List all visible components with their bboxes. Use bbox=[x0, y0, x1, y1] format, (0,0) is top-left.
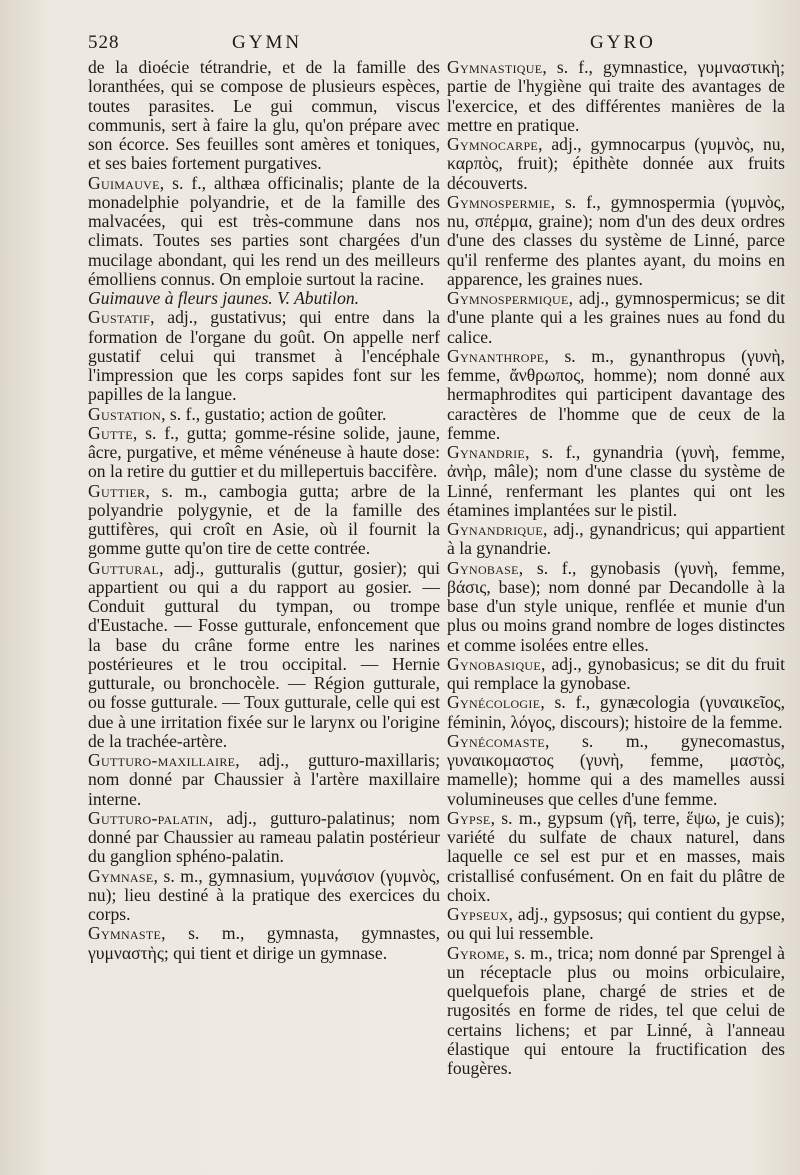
entry-headword: Guttural bbox=[88, 557, 160, 578]
entry-headword: Gynécomaste bbox=[447, 730, 546, 751]
dictionary-entry bbox=[447, 944, 785, 1079]
dictionary-entry bbox=[447, 347, 785, 443]
dictionary-entry bbox=[88, 482, 440, 559]
entry-text: , s. f., gynandria (γυνὴ, femme, ἀνὴρ, mâle); nom d'une classe du système de Linné, renfermant les plantes qui ont les étamines implantées sur le pistil. bbox=[447, 442, 785, 520]
entry-headword: Gymnospermie bbox=[447, 191, 551, 212]
dictionary-entry bbox=[447, 905, 785, 944]
running-header bbox=[0, 32, 800, 58]
entry-headword: Gymnase bbox=[88, 865, 154, 886]
entry-headword: Gymnospermique bbox=[447, 288, 569, 308]
entry-headword: Gynandrique bbox=[447, 519, 543, 539]
dictionary-entry bbox=[447, 732, 785, 809]
dictionary-entry bbox=[88, 174, 440, 290]
dictionary-entry bbox=[88, 308, 440, 404]
entry-headword: Gynandrie bbox=[447, 442, 526, 462]
entry-text: , s. m., gymnasta, gymnastes, γυμναστὴς; qui tient et dirige un gymnase. bbox=[88, 923, 440, 963]
entry-text: , adj., gutturo-maxillaris; nom donné par Chaussier à l'artère maxillaire interne. bbox=[88, 750, 440, 809]
dictionary-entry bbox=[447, 289, 785, 347]
dictionary-entry bbox=[447, 58, 785, 135]
dictionary-entry bbox=[447, 193, 785, 289]
entry-text: , s. f., gutta; gomme-résine solide, jaune, âcre, purgative, et même vénéneuse à haute dose: on la retire du guttier et du millepertuis baccifère. bbox=[88, 422, 440, 482]
entry-headword: Gymnaste bbox=[88, 923, 162, 944]
entry-text: , adj., gymnocarpus (γυμνὸς, nu, καρπὸς, fruit); épithète donnée aux fruits découverts. bbox=[447, 134, 785, 193]
entry-headword: Gutturo-palatin bbox=[88, 807, 209, 828]
dictionary-entry bbox=[447, 135, 785, 193]
entry-text: , adj., gutturalis (guttur, gosier); qui appartient ou qui a du rapport au gosier. — Conduit guttural du tympan, ou trompe d'Eustache. — Fosse gutturale, enfoncement que la base du crâne forme entre les narines postérieures et le trou occipital. — Hernie gutturale, ou bronchocèle. — Région gutturale, ou fosse gutturale. — Toux gutturale, celle qui est due à une irritation fixée sur le larynx ou l'origine de la trachée-artère. bbox=[88, 557, 440, 751]
entry-headword: Gustatif bbox=[88, 307, 151, 328]
entry-text: Guimauve à fleurs jaunes. V. Abutilon. bbox=[88, 288, 360, 308]
right-column bbox=[447, 58, 785, 1078]
dictionary-entry bbox=[447, 443, 785, 520]
entry-headword: Gypseux bbox=[447, 904, 509, 924]
entry-text: , s. f., gynæcologia (γυναικεῖος, féminin, λόγος, discours); histoire de la femme. bbox=[447, 692, 785, 732]
entry-headword: Gynobasique bbox=[447, 653, 542, 674]
entry-text: , s. m., gypsum (γῆ, terre, ἕψω, je cuis); variété du sulfate de chaux naturel, dans laquelle ce sel est pur et en masses, mais cristallisé confusément. On en fait du plâtre de choix. bbox=[447, 807, 785, 905]
entry-text: , adj., gynandricus; qui appartient à la gynandrie. bbox=[447, 519, 785, 559]
entry-headword: Gynécologie bbox=[447, 692, 541, 713]
entry-text: , s. m., gynanthropus (γυνὴ, femme, ἄνθρωπος, homme); nom donné aux hermaphrodites qui participent davantage des caractères de l'homme que de ceux de la femme. bbox=[447, 345, 785, 443]
entry-text: , adj., gynobasicus; se dit du fruit qui remplace la gynobase. bbox=[447, 653, 785, 693]
entry-headword: Guttier bbox=[88, 480, 146, 501]
dictionary-entry bbox=[447, 520, 785, 559]
left-running-head: GYMN bbox=[232, 32, 303, 53]
dictionary-entry bbox=[88, 424, 440, 482]
entry-text: , s. m., gynecomastus, γυναικομαστος (γυνὴ, femme, μαστὸς, mamelle); homme qui a des mamelles aussi volumineuses que celles d'une femme. bbox=[447, 730, 785, 809]
entry-headword: Gypse bbox=[447, 807, 491, 828]
entry-headword: Guimauve bbox=[88, 172, 160, 193]
dictionary-entry bbox=[88, 924, 440, 963]
dictionary-entry bbox=[88, 289, 440, 308]
dictionary-entry bbox=[88, 405, 440, 424]
right-running-head: GYRO bbox=[590, 32, 656, 53]
entry-text: , adj., gymnospermicus; se dit d'une plante qui a les graines nues au fond du calice. bbox=[447, 288, 785, 347]
entry-text: , s. f., gustatio; action de goûter. bbox=[161, 403, 387, 424]
dictionary-entry bbox=[88, 867, 440, 925]
entry-headword: Gynanthrope bbox=[447, 345, 545, 366]
dictionary-entry bbox=[447, 559, 785, 655]
entry-headword: Gutturo-maxillaire bbox=[88, 750, 236, 770]
entry-headword: Gymnastique bbox=[447, 57, 543, 77]
entry-text: , s. f., gymnospermia (γυμνὸς, nu, σπέρμα, graine); nom d'un des deux ordres d'une des classes du système de Linné, parce qu'il renferme des plantes ayant, du moins en apparence, les graines nues. bbox=[447, 191, 785, 289]
entry-headword: Gymnocarpe bbox=[447, 134, 539, 154]
dictionary-entry bbox=[88, 559, 440, 752]
entry-headword: Gyrome bbox=[447, 942, 505, 963]
entry-text: , s. m., gymnasium, γυμνάσιον (γυμνὸς, nu); lieu destiné à la pratique des exercices du corps. bbox=[88, 865, 440, 924]
entry-text: , s. m., cambogia gutta; arbre de la polyandrie polygynie, et de la famille des guttifères, qui croît en Asie, où il fournit la gomme gutte qu'on tire de cette contrée. bbox=[88, 480, 440, 559]
entry-text: , s. f., althæa officinalis; plante de la monadelphie polyandrie, et de la famille des malvacées, qui est très-commune dans nos climats. Toutes ses parties sont chargées d'un mucilage abondant, qui les rend un des meilleurs émolliens connus. On emploie surtout la racine. bbox=[88, 172, 440, 289]
dictionary-entry bbox=[88, 751, 440, 809]
entry-text: , s. f., gymnastice, γυμναστικὴ; partie de l'hygiène qui traite des avantages de l'exercice, et des différentes manières de la mettre en pratique. bbox=[447, 57, 785, 135]
entry-text: , adj., gustativus; qui entre dans la formation de l'organe du goût. On appelle nerf gustatif celui qui transmet à l'encéphale l'impression que les corps sapides font sur les papilles de la langue. bbox=[88, 307, 440, 405]
dictionary-entry bbox=[88, 809, 440, 867]
entry-headword: Gustation bbox=[88, 403, 162, 424]
entry-text: de la dioécie tétrandrie, et de la famille des loranthées, qui se compose de plusieurs espèces, toutes parasites. Le gui commun, viscus communis, sert à faire la glu, qu'on prépare avec son écorce. Ses feuilles sont amères et toniques, et ses baies fortement purgatives. bbox=[88, 57, 440, 174]
dictionary-entry bbox=[447, 809, 785, 905]
entry-headword: Gynobase bbox=[447, 557, 519, 578]
dictionary-entry bbox=[447, 655, 785, 694]
left-column bbox=[88, 58, 440, 963]
page-number: 528 bbox=[88, 32, 120, 53]
dictionary-entry bbox=[447, 693, 785, 732]
entry-text: , adj., gutturo-palatinus; nom donné par Chaussier au rameau palatin postérieur du ganglion sphéno-palatin. bbox=[88, 807, 440, 867]
entry-text: , s. m., trica; nom donné par Sprengel à un réceptacle plus ou moins orbiculaire, quelquefois plane, chargé de stries et de rugosités en forme de rides, tel que celui de certains lichens; et par Linné, à l'anneau élastique qui entoure la fructification des fougères. bbox=[447, 942, 785, 1078]
dictionary-entry bbox=[88, 58, 440, 174]
entry-text: , adj., gypsosus; qui contient du gypse, ou qui lui ressemble. bbox=[447, 904, 785, 944]
entry-text: , s. f., gynobasis (γυνὴ, femme, βάσις, base); nom donné par Decandolle à la base d'un style unique, renflée et munie d'un plus ou moins grand nombre de loges distinctes et comme isolées entre elles. bbox=[447, 557, 785, 655]
entry-headword: Gutte bbox=[88, 422, 133, 443]
